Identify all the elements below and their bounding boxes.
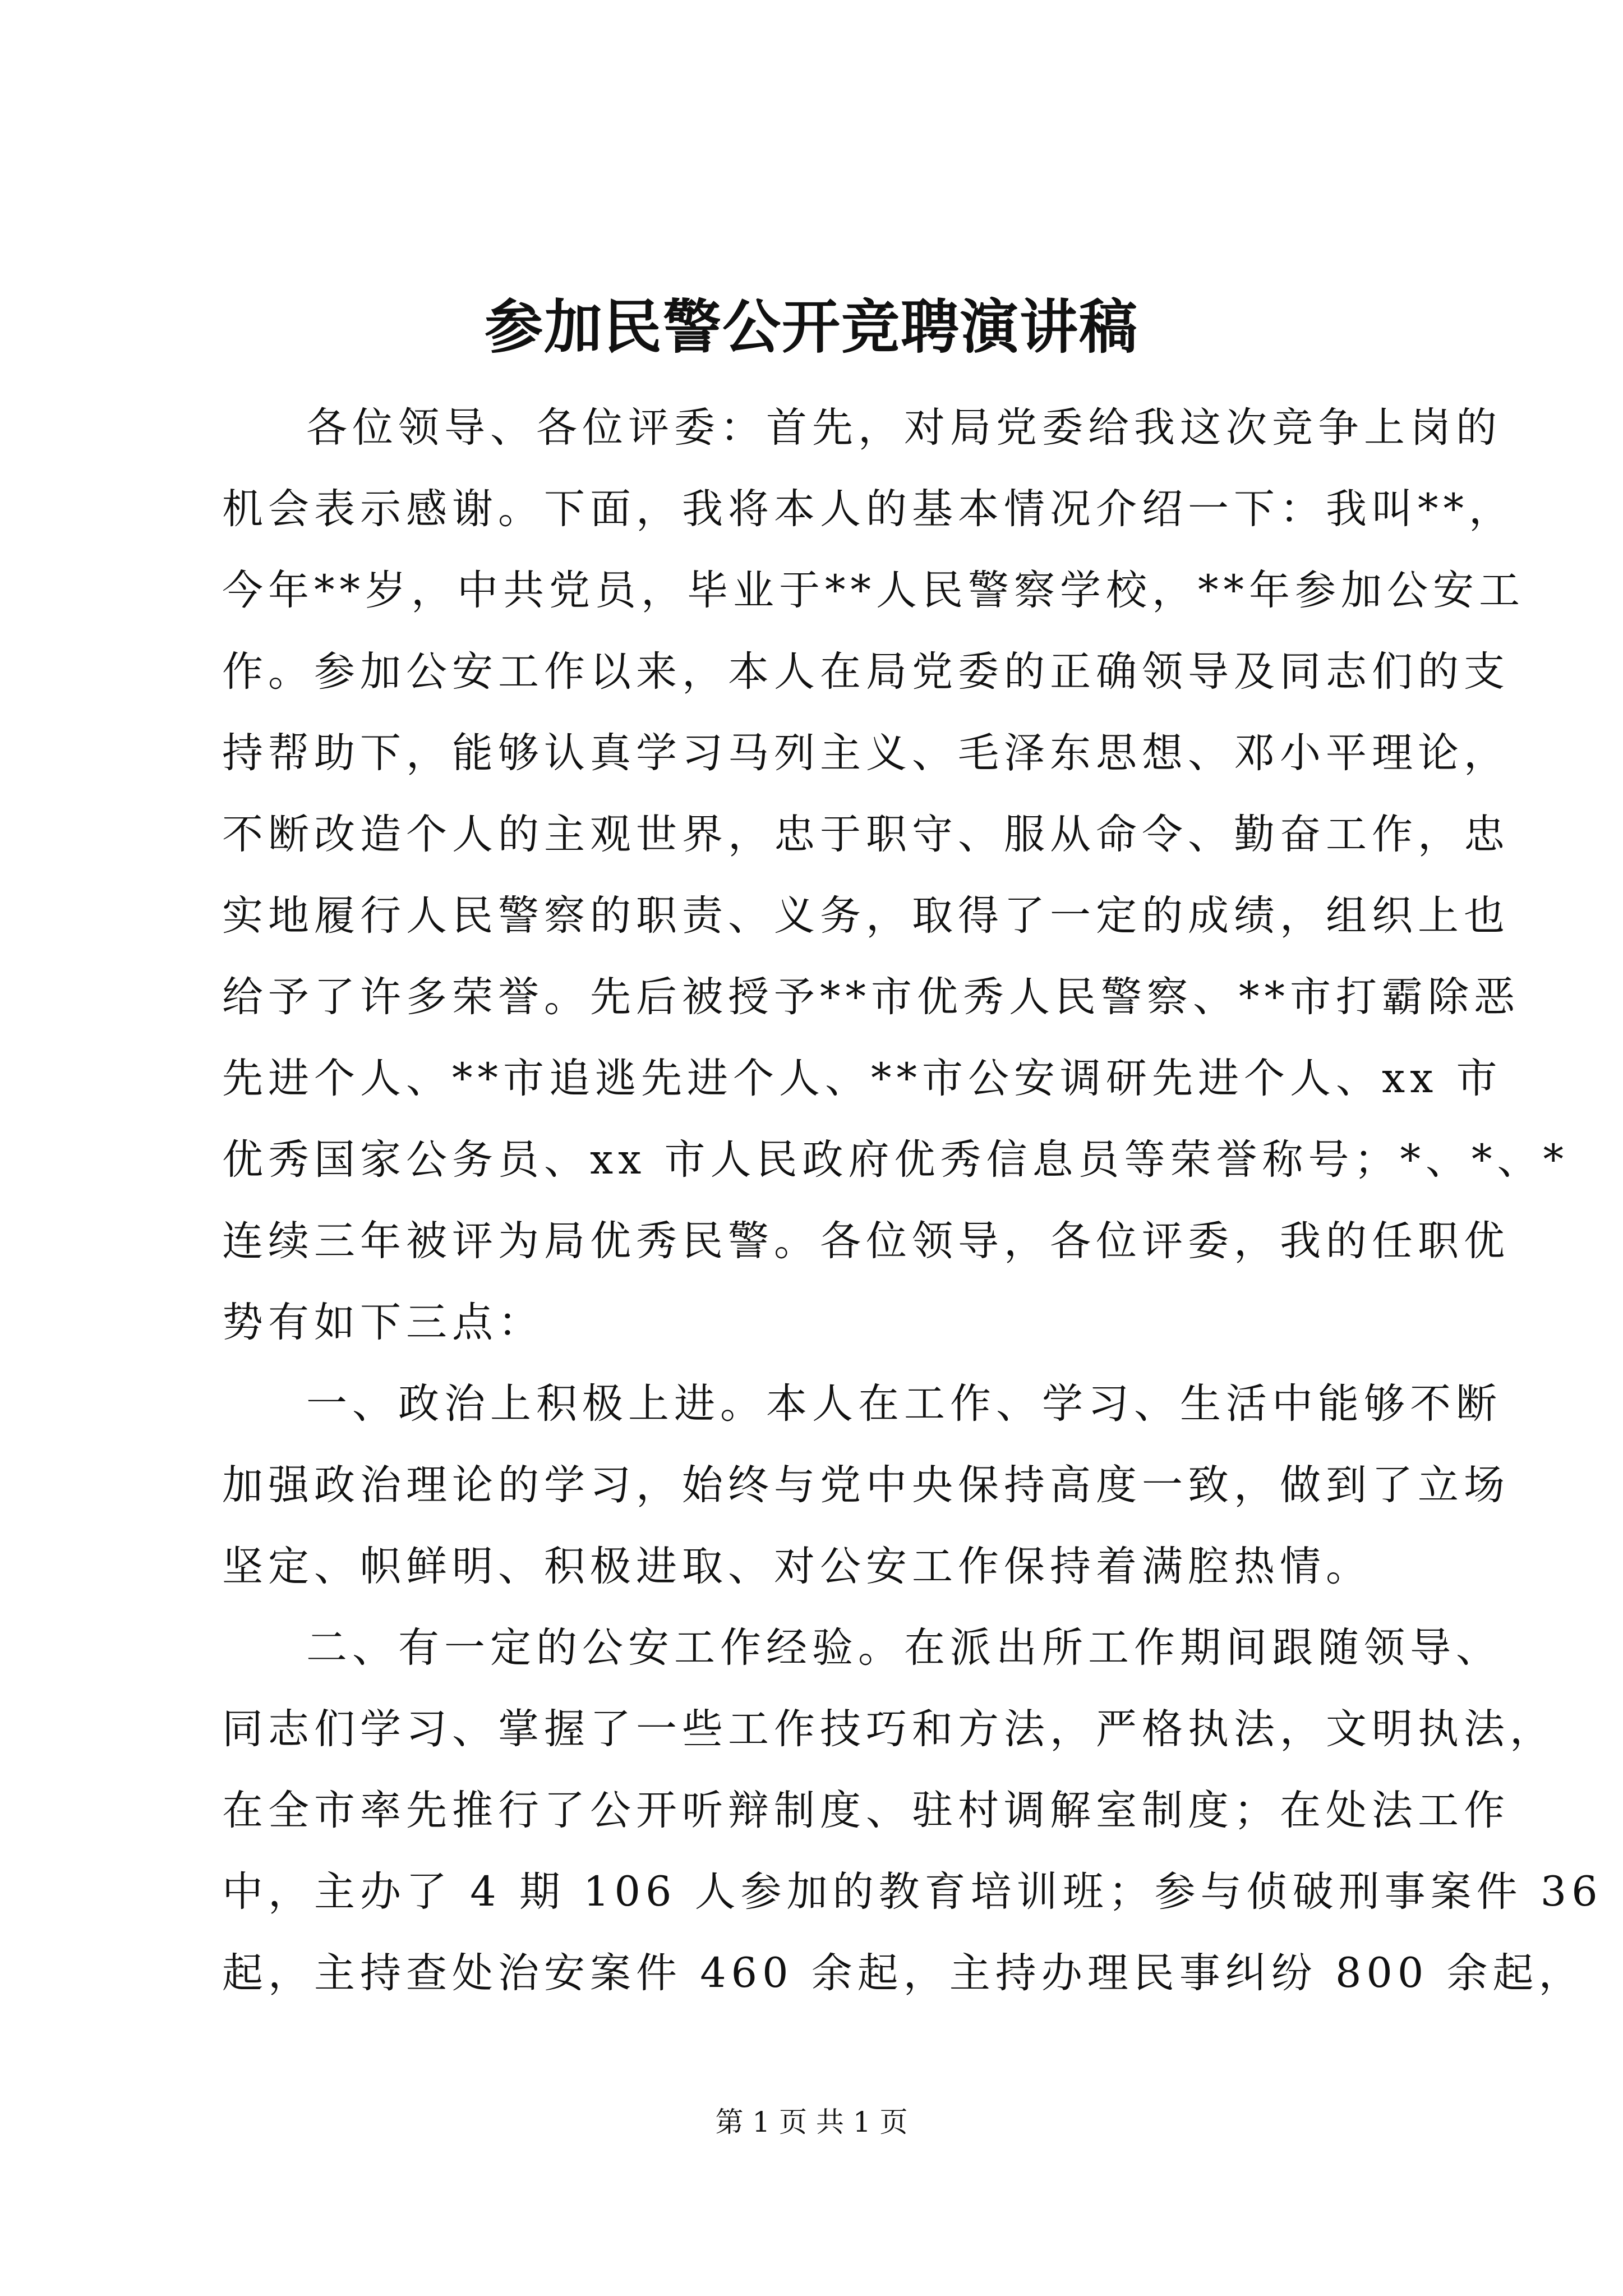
paragraph [222, 387, 1569, 1363]
text-line: 加强政治理论的学习，始终与党中央保持高度一致，做到了立场 [222, 1461, 1510, 1509]
text-line: 各位领导、各位评委：首先，对局党委给我这次竞争上岗的 [306, 404, 1502, 452]
text-line: 给予了许多荣誉。先后被授予**市优秀人民警察、**市打霸除恶 [222, 973, 1520, 1021]
text-line: 持帮助下，能够认真学习马列主义、毛泽东思想、邓小平理论， [222, 729, 1510, 777]
text-line: 二、有一定的公安工作经验。在派出所工作期间跟随领导、 [306, 1624, 1502, 1672]
paragraph [222, 1607, 1603, 2014]
text-line: 中，主办了 4 期 106 人参加的教育培训班；参与侦破刑事案件 36 [222, 1868, 1603, 1916]
text-line: 先进个人、**市追逃先进个人、**市公安调研先进个人、xx 市 [222, 1055, 1502, 1102]
text-line: 今年**岁，中共党员，毕业于**人民警察学校，**年参加公安工 [222, 567, 1525, 614]
page-footer: 第 1 页 共 1 页 [715, 2106, 908, 2138]
text-line: 实地履行人民警察的职责、义务，取得了一定的成绩，组织上也 [222, 892, 1510, 940]
text-line: 同志们学习、掌握了一些工作技巧和方法，严格执法，文明执法， [222, 1705, 1556, 1753]
paragraph [222, 1363, 1510, 1607]
text-line: 一、政治上积极上进。本人在工作、学习、生活中能够不断 [306, 1380, 1502, 1428]
text-line: 不断改造个人的主观世界，忠于职守、服从命令、勤奋工作，忠 [222, 811, 1510, 858]
text-line: 起，主持查处治安案件 460 余起，主持办理民事纠纷 800 余起， [222, 1949, 1585, 1997]
document-title: 参加民警公开竞聘演讲稿 [484, 292, 1138, 361]
text-line: 优秀国家公务员、xx 市人民政府优秀信息员等荣誉称号；*、*、* [222, 1136, 1569, 1184]
text-line: 在全市率先推行了公开听辩制度、驻村调解室制度；在处法工作 [222, 1787, 1510, 1834]
text-line: 作。参加公安工作以来，本人在局党委的正确领导及同志们的支 [222, 648, 1510, 696]
document-body [222, 387, 1603, 2014]
text-line: 势有如下三点： [222, 1299, 544, 1346]
text-line: 机会表示感谢。下面，我将本人的基本情况介绍一下：我叫**， [222, 485, 1515, 533]
text-line: 坚定、帜鲜明、积极进取、对公安工作保持着满腔热情。 [222, 1543, 1372, 1590]
text-line: 连续三年被评为局优秀民警。各位领导，各位评委，我的任职优 [222, 1217, 1510, 1265]
